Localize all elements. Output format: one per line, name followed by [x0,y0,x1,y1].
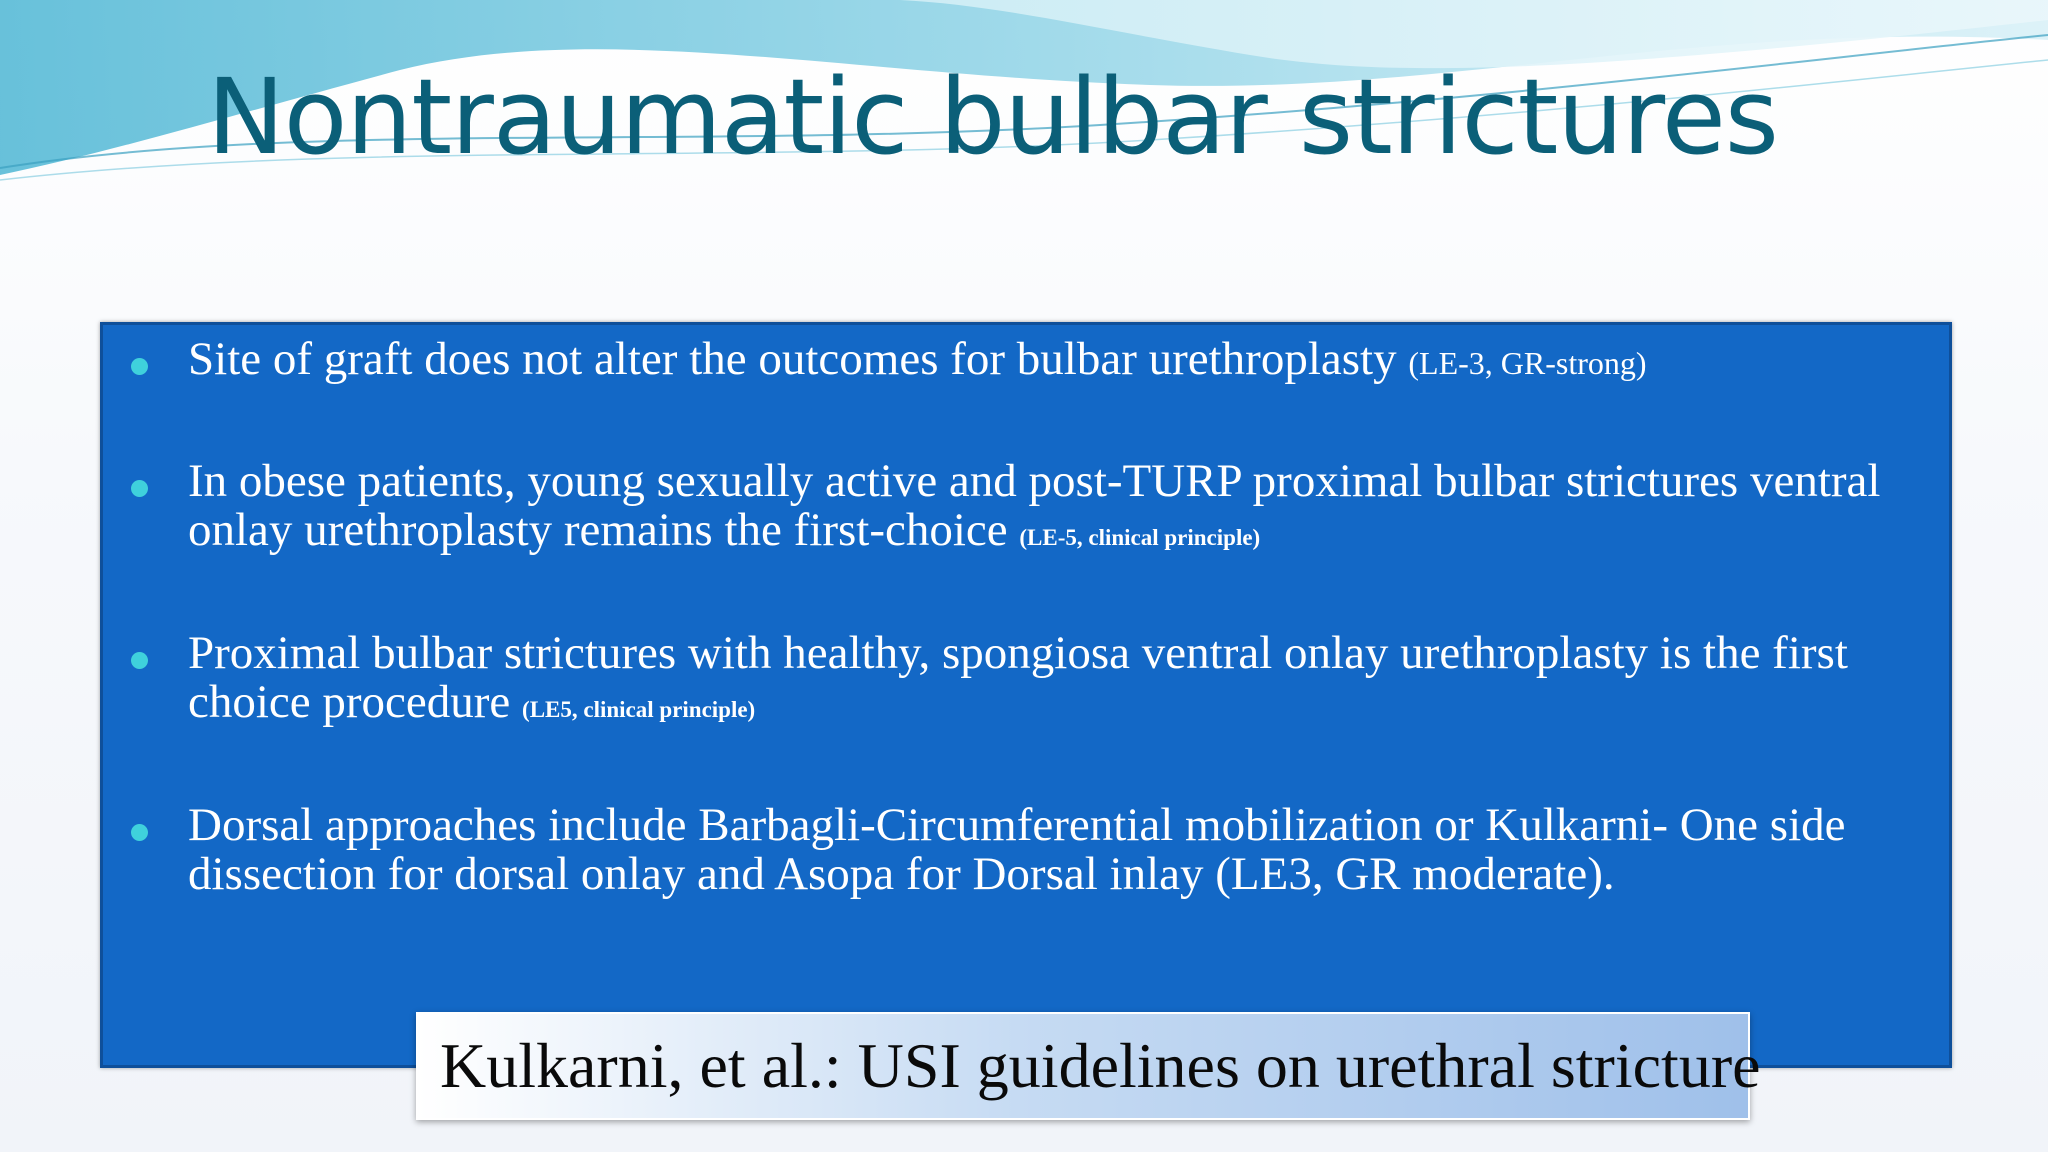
bullet-note: (LE-3, GR-strong) [1408,345,1647,381]
bullet-dot-icon [131,652,148,669]
slide-title: Nontraumatic bulbar strictures [207,56,1778,178]
bullet-text [188,801,1948,899]
bullet-main-text: Dorsal approaches include Barbagli-Circumferential mobilization or Kulkarni- One side dissection for dorsal onlay and Asopa for Dorsal inlay (LE3, GR moderate). [188,799,1846,900]
bullet-dot-icon [131,480,148,497]
bullet-note: (LE5, clinical principle) [522,697,756,722]
bullet-main-text: Proximal bulbar strictures with healthy, spongiosa ventral onlay urethroplasty is the first choice procedure [188,627,1848,728]
bullet-main-text: Site of graft does not alter the outcomes for bulbar urethroplasty [188,333,1409,385]
bullet-text [188,335,1948,388]
bullet-main-text: In obese patients, young sexually active and post-TURP proximal bulbar strictures ventral onlay urethroplasty remains the first-choice [188,455,1881,556]
bullet-dot-icon [131,824,148,841]
content-box [100,322,1952,1068]
bullet-text [188,629,1948,734]
bullet-dot-icon [131,358,148,375]
citation-text: Kulkarni, et al.: USI guidelines on urethral stricture [440,1030,1761,1101]
bullet-text [188,457,1948,562]
bullet-note: (LE-5, clinical principle) [1019,525,1261,550]
